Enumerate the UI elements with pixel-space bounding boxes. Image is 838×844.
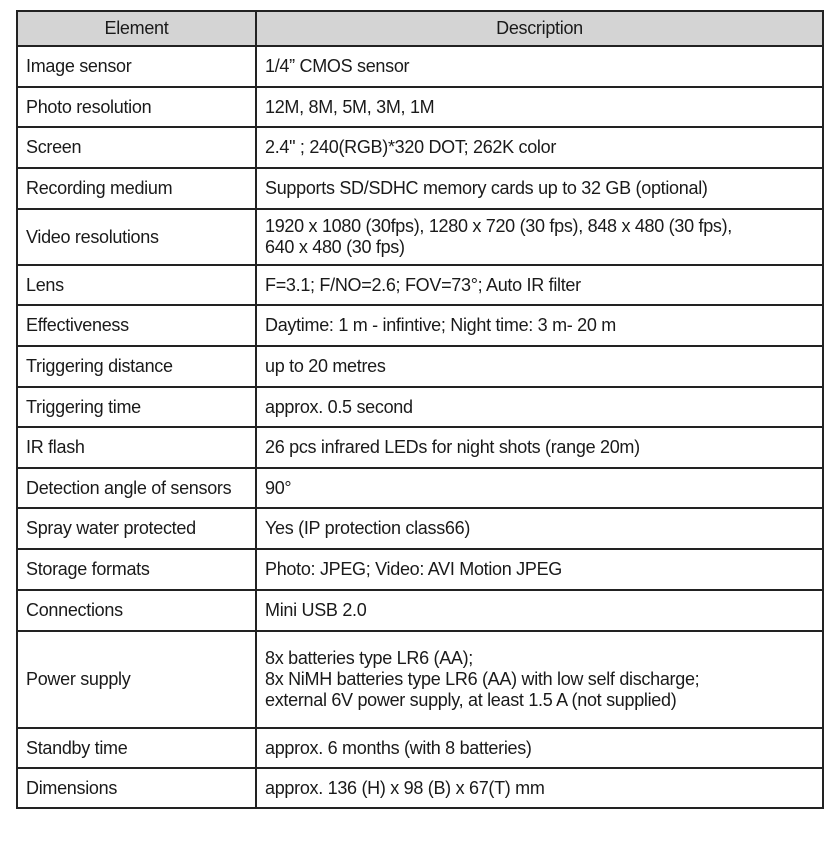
element-cell: Storage formats <box>17 549 256 590</box>
table-row <box>17 305 823 346</box>
description-cell <box>256 468 823 508</box>
description-line: 640 x 480 (30 fps) <box>265 237 405 257</box>
column-header-description: Description <box>256 11 823 46</box>
table-row <box>17 168 823 209</box>
description-cell <box>256 508 823 549</box>
description-line: external 6V power supply, at least 1.5 A (not supplied) <box>265 690 677 710</box>
description-cell <box>256 768 823 808</box>
table-row <box>17 209 823 265</box>
specifications-table <box>16 10 824 809</box>
description-cell <box>256 46 823 87</box>
element-cell: Video resolutions <box>17 209 256 265</box>
description-line: Daytime: 1 m - infintive; Night time: 3 m- 20 m <box>265 315 616 335</box>
description-cell <box>256 209 823 265</box>
element-cell: Image sensor <box>17 46 256 87</box>
description-line: 12M, 8M, 5M, 3M, 1M <box>265 96 435 117</box>
description-cell <box>256 427 823 468</box>
table-row <box>17 590 823 631</box>
description-line: F=3.1; F/NO=2.6; FOV=73°; Auto IR filter <box>265 274 581 295</box>
description-cell <box>256 305 823 346</box>
header-row <box>17 11 823 46</box>
table-header <box>17 11 823 46</box>
table-row <box>17 728 823 768</box>
description-cell <box>256 168 823 209</box>
element-cell: Screen <box>17 127 256 168</box>
description-line: 8x batteries type LR6 (AA); <box>265 648 473 668</box>
element-cell: IR flash <box>17 427 256 468</box>
table-row <box>17 549 823 590</box>
column-header-element: Element <box>17 11 256 46</box>
description-cell <box>256 728 823 768</box>
element-cell: Effectiveness <box>17 305 256 346</box>
description-line: 1920 x 1080 (30fps), 1280 x 720 (30 fps), 848 x 480 (30 fps), <box>265 216 733 236</box>
description-line: 8x NiMH batteries type LR6 (AA) with low self discharge; <box>265 669 700 689</box>
description-line: Yes (IP protection class66) <box>265 518 471 538</box>
description-line: 26 pcs infrared LEDs for night shots (range 20m) <box>265 437 640 457</box>
description-cell <box>256 387 823 427</box>
element-cell: Power supply <box>17 631 256 728</box>
description-line: 2.4" ; 240(RGB)*320 DOT; 262K color <box>265 137 557 157</box>
element-cell: Triggering time <box>17 387 256 427</box>
table-row <box>17 46 823 87</box>
element-cell: Recording medium <box>17 168 256 209</box>
table-row <box>17 768 823 808</box>
description-cell <box>256 549 823 590</box>
description-line: up to 20 metres <box>265 356 386 376</box>
table-row <box>17 127 823 168</box>
table-body <box>17 46 823 808</box>
description-line: Supports SD/SDHC memory cards up to 32 GB (optional) <box>265 178 708 198</box>
element-cell: Triggering distance <box>17 346 256 387</box>
table-row <box>17 468 823 508</box>
description-cell <box>256 127 823 168</box>
description-cell <box>256 346 823 387</box>
element-cell: Connections <box>17 590 256 631</box>
description-line: approx. 136 (H) x 98 (B) x 67(T) mm <box>265 777 545 798</box>
description-cell <box>256 631 823 728</box>
element-cell: Lens <box>17 265 256 305</box>
table-row <box>17 346 823 387</box>
description-line: 90° <box>265 477 292 498</box>
element-cell: Photo resolution <box>17 87 256 127</box>
description-line: 1/4” CMOS sensor <box>265 56 410 76</box>
element-cell: Standby time <box>17 728 256 768</box>
table-row <box>17 508 823 549</box>
description-cell <box>256 265 823 305</box>
description-line: approx. 6 months (with 8 batteries) <box>265 737 532 758</box>
element-cell: Dimensions <box>17 768 256 808</box>
description-cell <box>256 590 823 631</box>
table-row <box>17 427 823 468</box>
description-line: Mini USB 2.0 <box>265 600 367 620</box>
element-cell: Spray water protected <box>17 508 256 549</box>
table-row <box>17 387 823 427</box>
element-cell: Detection angle of sensors <box>17 468 256 508</box>
table-row <box>17 87 823 127</box>
description-cell <box>256 87 823 127</box>
table-row <box>17 631 823 728</box>
description-line: Photo: JPEG; Video: AVI Motion JPEG <box>265 559 562 579</box>
table-row <box>17 265 823 305</box>
description-line: approx. 0.5 second <box>265 396 413 417</box>
